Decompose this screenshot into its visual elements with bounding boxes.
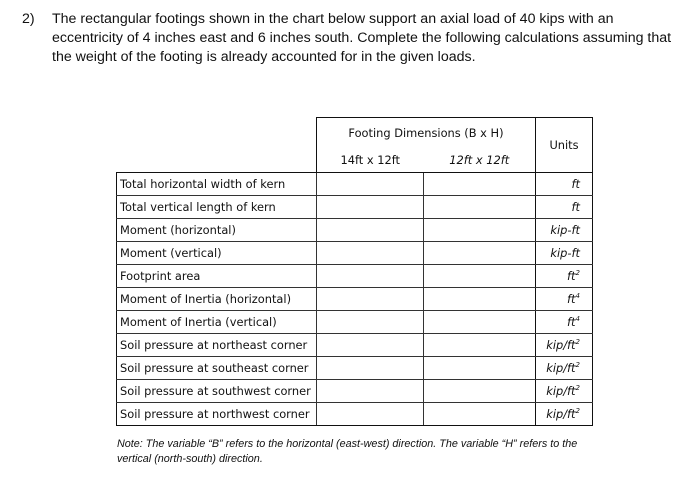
unit-cell [536,242,593,265]
table-row [117,357,593,380]
problem-number: 2) [22,11,35,27]
answer-cell-14x12[interactable] [317,196,424,219]
unit-text: kip/ft [546,407,576,421]
unit-text: kip/ft [546,338,576,352]
table-note: Note: The variable “B” refers to the horizontal (east-west) direction. The variable “H” refers to the vertical (north-south) direction. [117,438,578,465]
table-row [117,334,593,357]
answer-cell-14x12[interactable] [317,242,424,265]
row-label: Soil pressure at northeast corner [117,334,317,357]
answer-cell-14x12[interactable] [317,357,424,380]
table-row [117,242,593,265]
answer-cell-12x12[interactable] [424,288,536,311]
table-row [117,288,593,311]
unit-text: kip-ft [550,223,580,237]
unit-exponent: 2 [575,384,580,392]
problem-statement [22,10,682,67]
answer-cell-14x12[interactable] [317,334,424,357]
answer-cell-12x12[interactable] [424,403,536,426]
unit-cell [536,380,593,403]
unit-cell [536,288,593,311]
answer-cell-12x12[interactable] [424,334,536,357]
footing-dimensions-header: Footing Dimensions (B x H) [317,118,536,149]
unit-text: ft [571,200,580,214]
table-row [117,196,593,219]
row-label: Moment (horizontal) [117,219,317,242]
row-label: Footprint area [117,265,317,288]
unit-exponent: 4 [575,292,580,300]
answer-cell-12x12[interactable] [424,196,536,219]
answer-cell-14x12[interactable] [317,219,424,242]
answer-cell-14x12[interactable] [317,173,424,196]
footing-table-sheet [116,117,593,426]
table-row [117,265,593,288]
answer-cell-14x12[interactable] [317,311,424,334]
row-label: Moment of Inertia (horizontal) [117,288,317,311]
answer-cell-12x12[interactable] [424,242,536,265]
table-row [117,219,593,242]
table-row [117,403,593,426]
column-header-12x12: 12ft x 12ft [424,148,536,173]
unit-text: ft [567,315,576,329]
unit-text: ft [567,269,576,283]
row-label: Moment (vertical) [117,242,317,265]
unit-text: ft [567,292,576,306]
column-header-14x12: 14ft x 12ft [317,148,424,173]
unit-text: kip-ft [550,246,580,260]
row-label: Total vertical length of kern [117,196,317,219]
unit-cell [536,265,593,288]
unit-text: kip/ft [546,384,576,398]
table-row [117,311,593,334]
table-row [117,380,593,403]
row-label: Soil pressure at southeast corner [117,357,317,380]
row-label: Soil pressure at southwest corner [117,380,317,403]
row-label: Total horizontal width of kern [117,173,317,196]
unit-cell [536,219,593,242]
answer-cell-14x12[interactable] [317,265,424,288]
answer-cell-12x12[interactable] [424,357,536,380]
row-label: Soil pressure at northwest corner [117,403,317,426]
unit-cell [536,196,593,219]
unit-exponent: 4 [575,315,580,323]
answer-cell-12x12[interactable] [424,219,536,242]
answer-cell-14x12[interactable] [317,288,424,311]
unit-text: ft [571,177,580,191]
answer-cell-14x12[interactable] [317,403,424,426]
unit-cell [536,357,593,380]
unit-exponent: 2 [575,361,580,369]
footing-calculation-table [116,117,593,426]
unit-cell [536,403,593,426]
answer-cell-12x12[interactable] [424,265,536,288]
unit-exponent: 2 [575,338,580,346]
unit-cell [536,311,593,334]
answer-cell-12x12[interactable] [424,311,536,334]
answer-cell-12x12[interactable] [424,380,536,403]
row-label: Moment of Inertia (vertical) [117,311,317,334]
unit-exponent: 2 [575,407,580,415]
unit-exponent: 2 [575,269,580,277]
unit-text: kip/ft [546,361,576,375]
table-row [117,173,593,196]
unit-cell [536,173,593,196]
problem-text: The rectangular footings shown in the chart below support an axial load of 40 kips with an eccentricity of 4 inches east and 6 inches south. Complete the following calculations assuming that the weight of the footing is already accounted for in the given loads. [52,11,672,65]
answer-cell-12x12[interactable] [424,173,536,196]
answer-cell-14x12[interactable] [317,380,424,403]
table-body [117,173,593,426]
unit-cell [536,334,593,357]
units-header: Units [536,118,593,173]
